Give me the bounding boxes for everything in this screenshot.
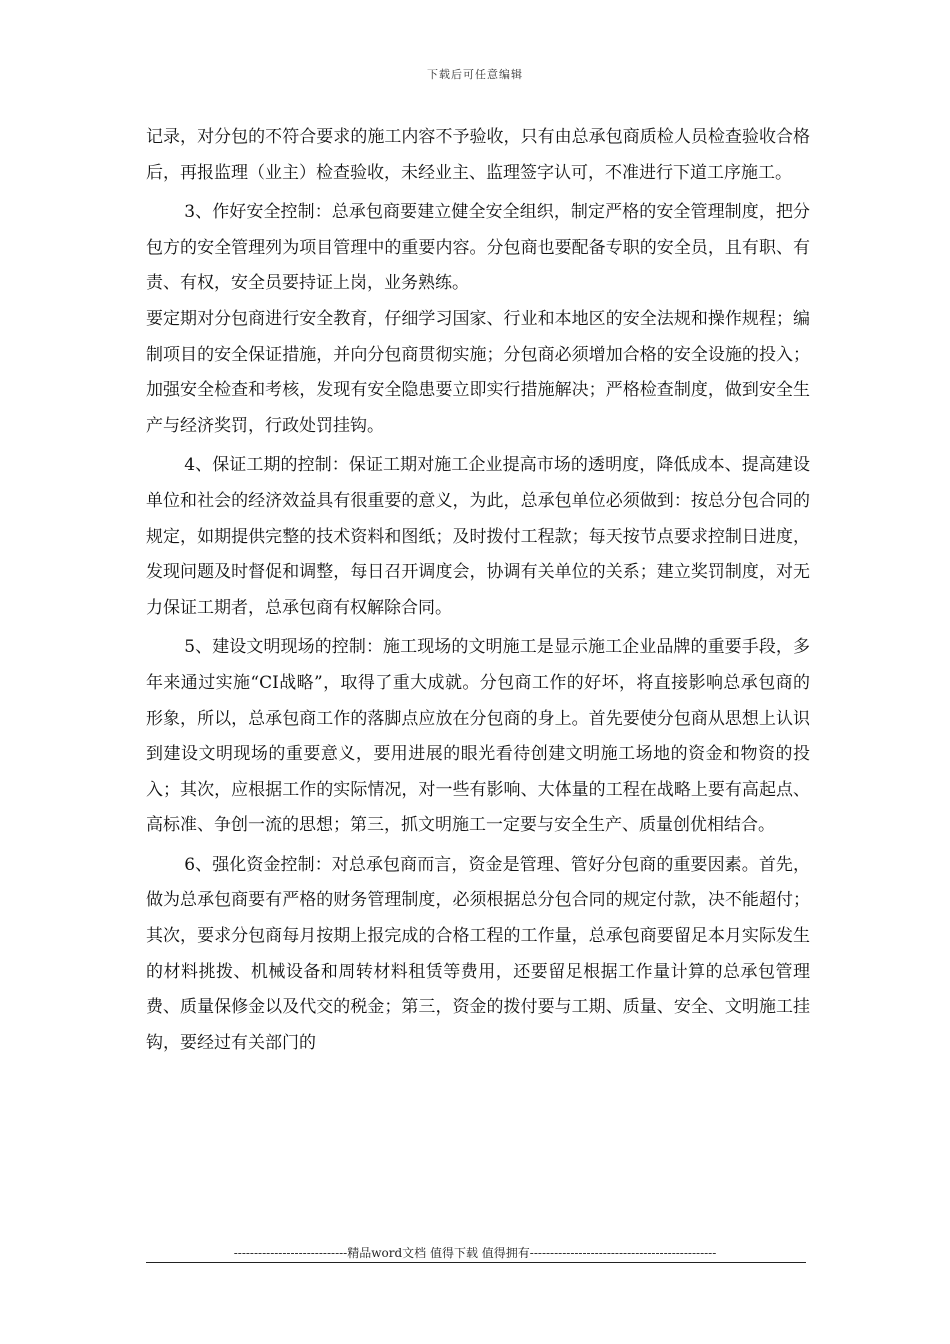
paragraph-1: 记录，对分包的不符合要求的施工内容不予验收，只有由总承包商质检人员检查验收合格后，再报监理（业主）检查验收，未经业主、监理签字认可，不准进行下道工序施工。	[146, 127, 810, 183]
page-header-note: 下载后可任意编辑	[427, 68, 523, 81]
paragraph-2: 3、作好安全控制：总承包商要建立健全安全组织，制定严格的安全管理制度，把分包方的安全管理列为项目管理中的重要内容。分包商也要配备专职的安全员，且有职、有责、有权，安全员要持证上岗，业务熟练。	[146, 202, 810, 294]
footer-divider	[146, 1262, 806, 1263]
paragraph-4: 4、保证工期的控制：保证工期对施工企业提高市场的透明度，降低成本、提高建设单位和社会的经济效益具有很重要的意义，为此，总承包单位必须做到：按总分包合同的规定，如期提供完整的技术资料和图纸；及时拨付工程款；每天按节点要求控制日进度，发现问题及时督促和调整，每日召开调度会，协调有关单位的关系；建立奖罚制度，对无力保证工期者，总承包商有权解除合同。	[146, 455, 810, 618]
footer-text: ----------------------------精品word文档 值得下载 值得拥有----------------------------------------------	[233, 1246, 717, 1260]
document-body	[146, 120, 810, 1061]
paragraph-5: 5、建设文明现场的控制：施工现场的文明施工是显示施工企业品牌的重要手段，多年来通过实施“CI战略”，取得了重大成就。分包商工作的好坏，将直接影响总承包商的形象，所以，总承包商工作的落脚点应放在分包商的身上。首先要使分包商从思想上认识到建设文明现场的重要意义，要用进展的眼光看待创建文明施工场地的资金和物资的投入；其次，应根据工作的实际情况，对一些有影响、大体量的工程在战略上要有高起点、高标准、争创一流的思想；第三，抓文明施工一定要与安全生产、质量创优相结合。	[146, 637, 810, 836]
paragraph-6: 6、强化资金控制：对总承包商而言，资金是管理、管好分包商的重要因素。首先，做为总承包商要有严格的财务管理制度，必须根据总分包合同的规定付款，决不能超付；其次，要求分包商每月按期上报完成的合格工程的工作量，总承包商要留足本月实际发生的材料挑拨、机械设备和周转材料租赁等费用，还要留足根据工作量计算的总承包管理费、质量保修金以及代交的税金；第三，资金的拨付要与工期、质量、安全、文明施工挂钩，要经过有关部门的	[146, 854, 810, 1053]
paragraph-3: 要定期对分包商进行安全教育，仔细学习国家、行业和本地区的安全法规和操作规程；编制项目的安全保证措施，并向分包商贯彻实施；分包商必须增加合格的安全设施的投入；加强安全检查和考核，发现有安全隐患要立即实行措施解决；严格检查制度，做到安全生产与经济奖罚，行政处罚挂钩。	[146, 308, 810, 436]
